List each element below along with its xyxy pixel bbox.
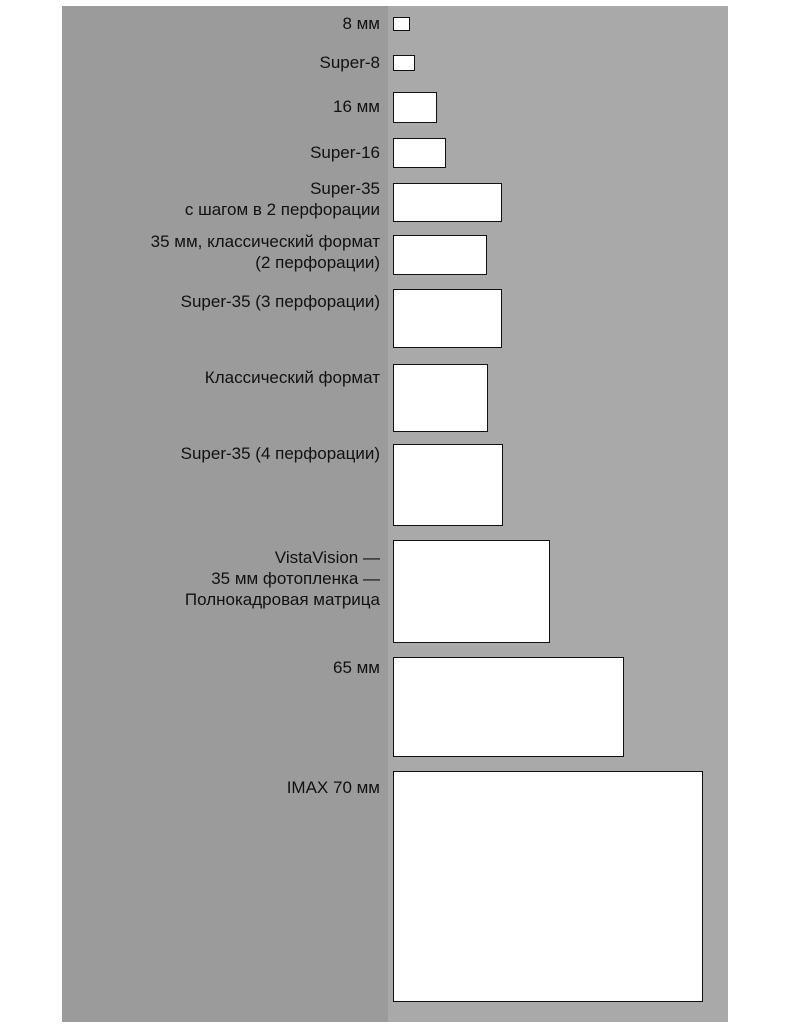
format-label-35mm-2perf: 35 мм, классический формат (2 перфорации) (150, 232, 380, 272)
frame-super35-2perf (393, 183, 502, 222)
frame-super16 (393, 138, 446, 168)
format-label-super8: Super-8 (319, 53, 380, 72)
format-label-vistavision: VistaVision — 35 мм фотопленка — Полнокадровая матрица (184, 548, 380, 609)
frame-16mm (393, 92, 437, 123)
frame-super35-3perf (393, 289, 502, 348)
frame-super35-4perf (393, 444, 503, 526)
frame-super8 (393, 55, 415, 71)
format-label-8mm: 8 мм (342, 14, 380, 33)
frame-35mm-2perf (393, 235, 487, 275)
format-label-super35-4perf: Super-35 (4 перфорации) (180, 444, 380, 463)
format-label-super16: Super-16 (310, 143, 380, 162)
format-label-16mm: 16 мм (332, 97, 380, 116)
frame-classic (393, 364, 488, 432)
format-label-classic: Классический формат (204, 368, 380, 387)
frame-imax70 (393, 771, 703, 1002)
format-label-super35-3perf: Super-35 (3 перфорации) (180, 292, 380, 311)
frame-8mm (393, 17, 410, 31)
frame-65mm (393, 657, 624, 757)
frame-vistavision (393, 540, 550, 643)
format-label-65mm: 65 мм (332, 658, 380, 677)
format-label-imax70: IMAX 70 мм (286, 778, 380, 797)
format-label-super35-2perf: Super-35 с шагом в 2 перфорации (184, 179, 380, 219)
